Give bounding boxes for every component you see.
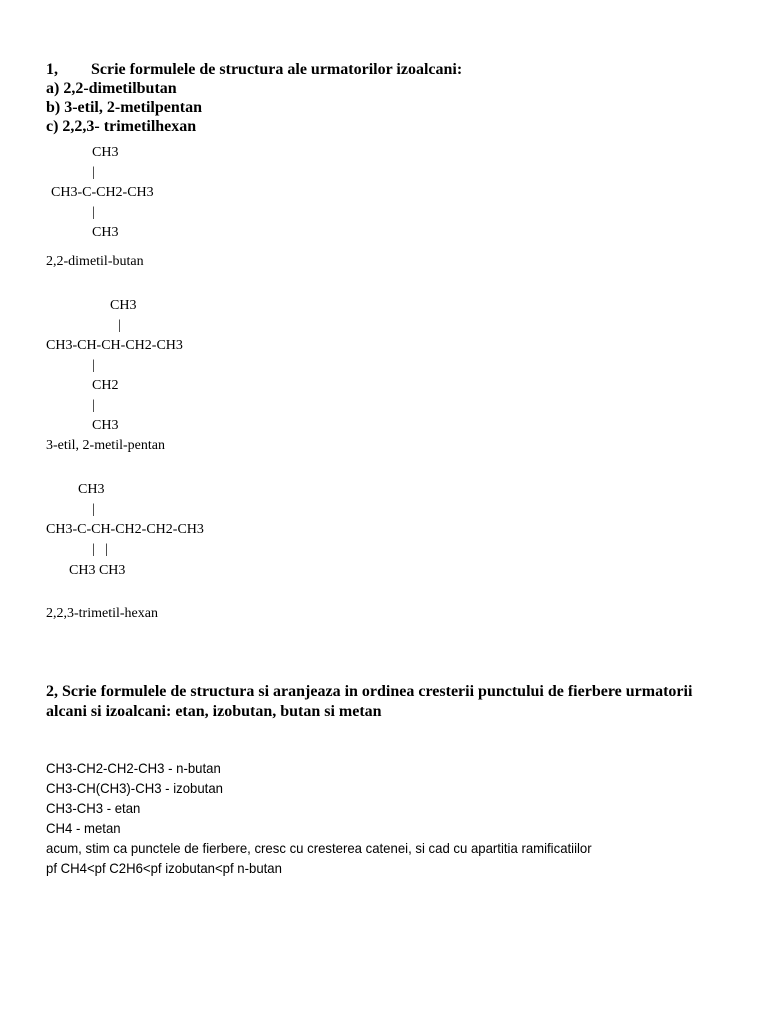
formula-3-bond-up: | <box>92 502 95 517</box>
formula-2-top-branch: CH3 <box>110 298 137 313</box>
formula-2-bond-down-2: | <box>92 398 95 413</box>
formula-3-name: 2,2,3-trimetil-hexan <box>46 606 158 621</box>
formula-3-top-branch: CH3 <box>78 482 105 497</box>
formula-1-bond-up: | <box>92 165 95 180</box>
formula-2-ethyl-ch2: CH2 <box>92 378 119 393</box>
question-1-item-a: a) 2,2-dimetilbutan <box>46 80 177 97</box>
formula-1-top-branch: CH3 <box>92 145 119 160</box>
formula-2-name: 3-etil, 2-metil-pentan <box>46 438 165 453</box>
formula-3-bottom-branches: CH3 CH3 <box>69 563 126 578</box>
formula-2-bond-down: | <box>92 358 95 373</box>
formula-2-main-chain: CH3-CH-CH-CH2-CH3 <box>46 338 183 353</box>
formula-1-bond-down: | <box>92 205 95 220</box>
formula-3-main-chain: CH3-C-CH-CH2-CH2-CH3 <box>46 522 204 537</box>
answer-order: pf CH4<pf C2H6<pf izobutan<pf n-butan <box>46 860 282 876</box>
question-1-title: Scrie formulele de structura ale urmatorilor izoalcani: <box>91 61 463 78</box>
question-2-title-line-2: alcani si izoalcani: etan, izobutan, butan si metan <box>46 703 382 720</box>
formula-3-bonds-down: | | <box>92 542 109 557</box>
question-1-item-b: b) 3-etil, 2-metilpentan <box>46 99 202 116</box>
formula-2-ethyl-ch3: CH3 <box>92 418 119 433</box>
answer-line-etan: CH3-CH3 - etan <box>46 800 141 816</box>
formula-1-name: 2,2-dimetil-butan <box>46 254 144 269</box>
formula-1-bottom-branch: CH3 <box>92 225 119 240</box>
answer-line-izobutan: CH3-CH(CH3)-CH3 - izobutan <box>46 780 223 796</box>
question-1-item-c: c) 2,2,3- trimetilhexan <box>46 118 197 135</box>
answer-line-metan: CH4 - metan <box>46 820 121 836</box>
answer-explanation: acum, stim ca punctele de fierbere, cresc cu cresterea catenei, si cad cu apartitia ramificatiilor <box>46 840 592 856</box>
formula-1-main-chain: CH3-C-CH2-CH3 <box>51 185 154 200</box>
question-2-title-line-1: 2, Scrie formulele de structura si aranjeaza in ordinea cresterii punctului de fierbere urmatorii <box>46 683 693 700</box>
answer-line-n-butan: CH3-CH2-CH2-CH3 - n-butan <box>46 760 221 776</box>
formula-2-bond-up: | <box>118 318 121 333</box>
question-1-number: 1, <box>46 61 58 78</box>
